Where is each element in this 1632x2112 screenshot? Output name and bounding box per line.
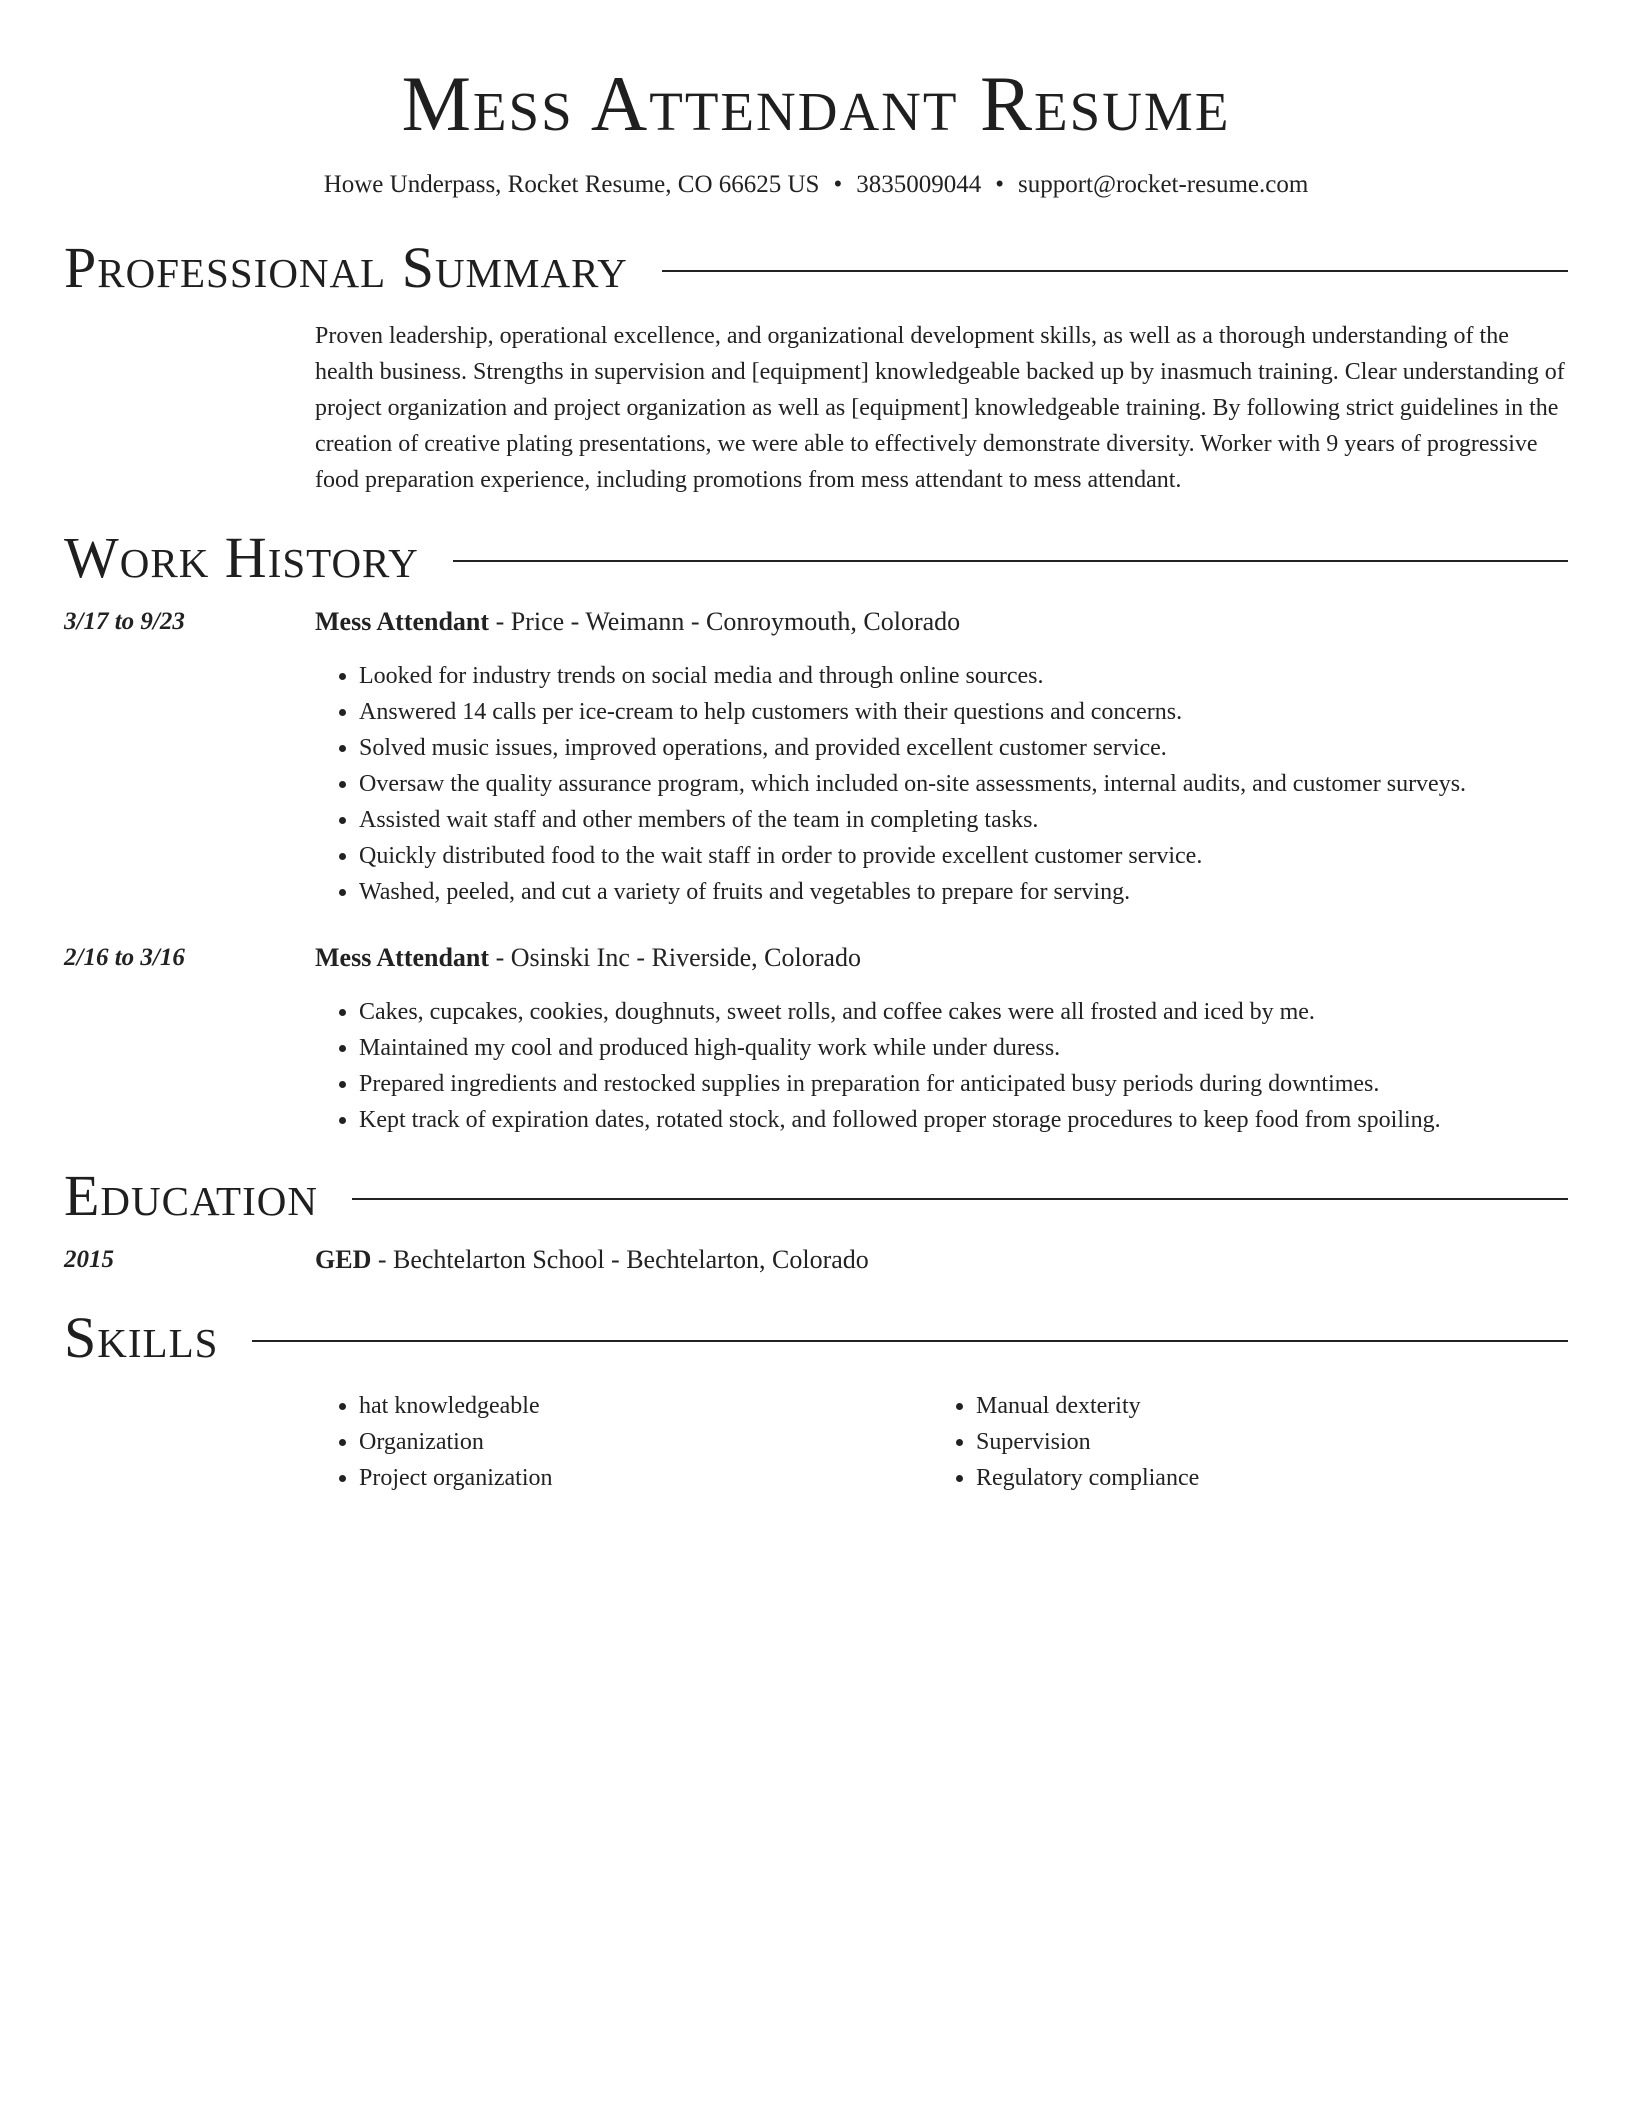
contact-phone: 3835009044 <box>856 171 982 198</box>
resume-title: Mess Attendant Resume <box>401 60 1231 147</box>
skill-item: • hat knowledgeable <box>359 1388 932 1424</box>
job-bullet: • Oversaw the quality assurance program, which included on-site assessments, internal audits, and customer surveys. <box>359 766 1568 802</box>
contact-separator: • <box>833 171 843 198</box>
skills-column-left <box>315 1388 932 1496</box>
job-bullet: • Quickly distributed food to the wait staff in order to provide excellent customer service. <box>359 838 1568 874</box>
education-entry <box>64 1242 1568 1278</box>
job-bullet: • Prepared ingredients and restocked supplies in preparation for anticipated busy periods during downtimes. <box>359 1066 1568 1102</box>
skill-item: • Project organization <box>359 1460 932 1496</box>
skill-item: • Organization <box>359 1424 932 1460</box>
contact-line <box>64 168 1568 202</box>
job-bullets <box>315 658 1568 910</box>
work-history-list <box>64 604 1568 1138</box>
section-summary-header <box>64 236 1568 300</box>
job-bullet: • Washed, peeled, and cut a variety of fruits and vegetables to prepare for serving. <box>359 874 1568 910</box>
resume-page <box>64 0 1568 1496</box>
section-work-title: Work History <box>64 525 419 590</box>
job-body <box>315 940 1568 1138</box>
contact-address: Howe Underpass, Rocket Resume, CO 66625 US <box>323 171 820 198</box>
job-entry <box>64 604 1568 910</box>
job-title: Mess Attendant <box>315 943 490 972</box>
job-bullet: • Assisted wait staff and other members of the team in completing tasks. <box>359 802 1568 838</box>
summary-text: Proven leadership, operational excellence, and organizational development skills, as well as a thorough understanding of the health business. Strengths in supervision and [equipment] knowledgeable backed up by inasmuch training. Clear understanding of project organization and project organization as well as [equipment] knowledgeable training. By following strict guidelines in the creation of creative plating presentations, we were able to effectively demonstrate diversity. Worker with 9 years of progressive food preparation experience, including promotions from mess attendant to mess attendant. <box>315 323 1565 493</box>
education-year: 2015 <box>64 1246 114 1273</box>
contact-separator: • <box>995 171 1004 198</box>
skills-list <box>315 1388 1568 1496</box>
section-summary-title: Professional Summary <box>64 235 628 300</box>
job-bullet: • Cakes, cupcakes, cookies, doughnuts, sweet rolls, and coffee cakes were all frosted and iced by me. <box>359 994 1568 1030</box>
skill-item: • Regulatory compliance <box>976 1460 1549 1496</box>
job-bullet: • Looked for industry trends on social media and through online sources. <box>359 658 1568 694</box>
skill-item: • Manual dexterity <box>976 1388 1549 1424</box>
job-bullet: • Kept track of expiration dates, rotated stock, and followed proper storage procedures to keep food from spoiling. <box>359 1102 1568 1138</box>
education-degree: GED <box>315 1245 372 1274</box>
job-dates: 2/16 to 3/16 <box>64 944 185 971</box>
skills-column-right <box>932 1388 1549 1496</box>
education-body <box>315 1242 1568 1278</box>
job-dates: 3/17 to 9/23 <box>64 608 185 635</box>
education-detail: - Bechtelarton School - Bechtelarton, Colorado <box>371 1245 869 1274</box>
section-divider <box>352 1198 1568 1200</box>
section-work-header <box>64 526 1568 590</box>
section-education-title: Education <box>64 1163 318 1228</box>
job-employer-location: - Osinski Inc - Riverside, Colorado <box>489 943 861 972</box>
job-bullet: • Maintained my cool and produced high-quality work while under duress. <box>359 1030 1568 1066</box>
skill-item: • Supervision <box>976 1424 1549 1460</box>
job-bullets <box>315 994 1568 1138</box>
section-education-header <box>64 1164 1568 1228</box>
job-title: Mess Attendant <box>315 607 490 636</box>
job-heading <box>315 940 1568 976</box>
job-bullet: • Answered 14 calls per ice-cream to help customers with their questions and concerns. <box>359 694 1568 730</box>
job-employer-location: - Price - Weimann - Conroymouth, Colorado <box>489 607 961 636</box>
education-line <box>315 1242 1568 1278</box>
section-divider <box>453 560 1568 562</box>
contact-email[interactable]: support@rocket-resume.com <box>1018 171 1309 198</box>
job-heading <box>315 604 1568 640</box>
job-entry <box>64 940 1568 1138</box>
section-skills-title: Skills <box>64 1305 219 1370</box>
job-body <box>315 604 1568 910</box>
section-skills-header <box>64 1306 1568 1370</box>
section-divider <box>662 270 1568 272</box>
section-divider <box>252 1340 1568 1342</box>
job-bullet: • Solved music issues, improved operations, and provided excellent customer service. <box>359 730 1568 766</box>
